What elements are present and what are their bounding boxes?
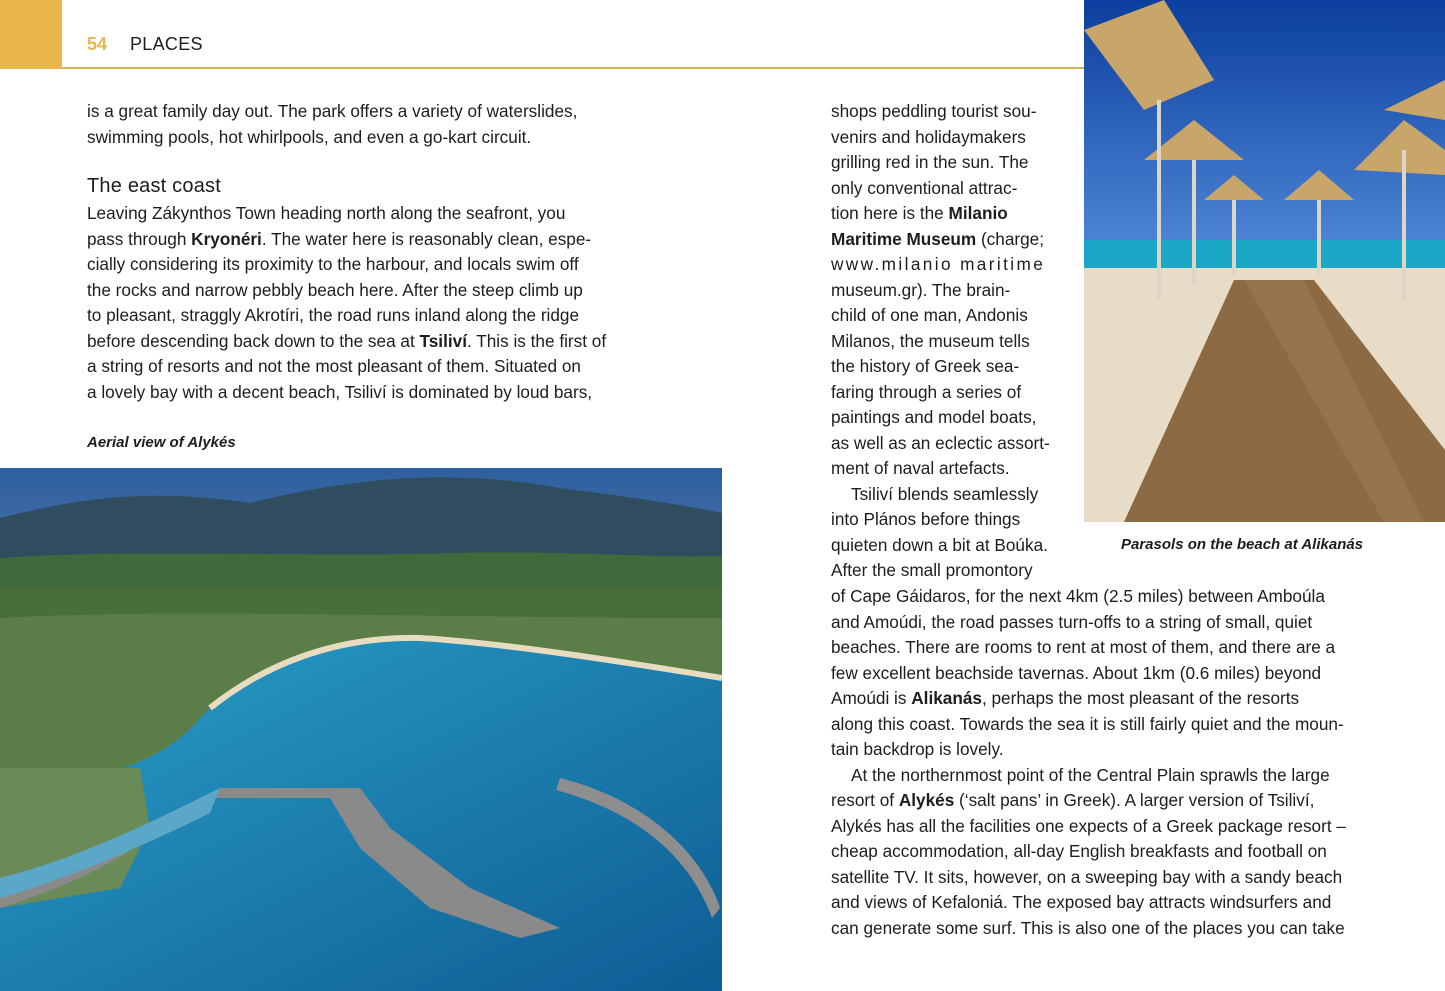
text-line: and views of Kefaloniá. The exposed bay attracts windsurfers and: [831, 892, 1332, 912]
text-line: tain backdrop is lovely.: [831, 739, 1004, 759]
text-line: pass through Kryonéri. The water here is reasonably clean, espe-: [87, 228, 592, 249]
beach-photo: [1084, 0, 1445, 522]
text-line: can generate some surf. This is also one of the places you can take: [831, 917, 1345, 938]
text-line: faring through a series of: [831, 381, 1022, 402]
text-line: Amoúdi is Alikanás, perhaps the most pleasant of the resorts: [831, 688, 1300, 708]
place-alikanas: Alikanás: [911, 688, 982, 708]
place-alykes: Alykés: [898, 790, 955, 810]
text-line: before descending back down to the sea at Tsiliví. This is the first of: [87, 330, 607, 351]
text-line: to pleasant, straggly Akrotíri, the road runs inland along the ridge: [87, 305, 580, 325]
text-line: grilling red in the sun. The: [831, 152, 1029, 172]
museum-paragraph: [831, 99, 1056, 584]
text-line: www.milanio maritime: [831, 254, 1046, 274]
text-line: museum.gr). The brain-: [831, 279, 1011, 300]
text-line: few excellent beachside tavernas. About 1km (0.6 miles) beyond: [831, 662, 1322, 683]
text-line: tion here is the Milanio: [831, 203, 1008, 223]
text-line: is a great family day out. The park offers a variety of waterslides,: [87, 101, 578, 121]
east-coast-paragraph: [87, 201, 615, 405]
text-line: Alykés has all the facilities one expects of a Greek package resort –: [831, 815, 1346, 836]
text-line: shops peddling tourist sou-: [831, 101, 1037, 121]
section-color-tab: [0, 0, 62, 69]
text-line: satellite TV. It sits, however, on a sweeping bay with a sandy beach: [831, 866, 1343, 887]
text-line: cheap accommodation, all-day English breakfasts and football on: [831, 841, 1327, 861]
text-line: a string of resorts and not the most pleasant of them. Situated on: [87, 356, 581, 376]
text-line: into Plános before things: [831, 509, 1021, 529]
milanio-label: Milanio: [948, 203, 1008, 223]
text-line: swimming pools, hot whirlpools, and even a go-kart circuit.: [87, 126, 532, 147]
text-line: Milanos, the museum tells: [831, 330, 1030, 351]
place-tsilivi: Tsiliví: [419, 330, 467, 351]
resorts-paragraph: [831, 584, 1358, 941]
text-line: along this coast. Towards the sea it is still fairly quiet and the moun-: [831, 713, 1344, 734]
text-line: cially considering its proximity to the harbour, and locals swim off: [87, 254, 579, 274]
text-line: At the northernmost point of the Central Plain sprawls the large: [851, 764, 1330, 785]
text-line: After the small promontory: [831, 560, 1033, 580]
maritime-museum-label: Maritime Museum: [831, 228, 977, 249]
text-line: a lovely bay with a decent beach, Tsiliví is dominated by loud bars,: [87, 381, 593, 402]
text-line: paintings and model boats,: [831, 407, 1037, 427]
intro-paragraph: [87, 99, 615, 150]
caption-beach: Parasols on the beach at Alikanás: [1121, 536, 1364, 553]
text-line: beaches. There are rooms to rent at most of them, and there are a: [831, 637, 1336, 657]
text-line: as well as an eclectic assort-: [831, 432, 1050, 453]
text-line: only conventional attrac-: [831, 177, 1018, 198]
text-line: Leaving Zákynthos Town heading north along the seafront, you: [87, 203, 566, 223]
page-header-rule: [62, 0, 1084, 69]
page-number: 54: [87, 34, 108, 54]
aerial-photo: [0, 468, 722, 991]
subheading-east-coast: The east coast: [87, 175, 221, 197]
text-line: Tsiliví blends seamlessly: [851, 483, 1039, 504]
text-line: the history of Greek sea-: [831, 356, 1020, 376]
text-line: ment of naval artefacts.: [831, 458, 1010, 478]
text-line: quieten down a bit at Boúka.: [831, 534, 1048, 555]
text-line: the rocks and narrow pebbly beach here. After the steep climb up: [87, 279, 583, 300]
section-title: PLACES: [130, 34, 203, 54]
text-line: Maritime Museum (charge;: [831, 228, 1044, 249]
text-line: of Cape Gáidaros, for the next 4km (2.5 miles) between Amboúla: [831, 586, 1325, 606]
text-line: child of one man, Andonis: [831, 305, 1028, 325]
text-line: and Amoúdi, the road passes turn-offs to a string of small, quiet: [831, 611, 1313, 632]
place-kryoneri: Kryonéri: [191, 228, 262, 249]
text-line: venirs and holidaymakers: [831, 126, 1026, 147]
text-line: resort of Alykés (‘salt pans’ in Greek). A larger version of Tsiliví,: [831, 790, 1315, 810]
caption-aerial: Aerial view of Alykés: [87, 434, 236, 451]
